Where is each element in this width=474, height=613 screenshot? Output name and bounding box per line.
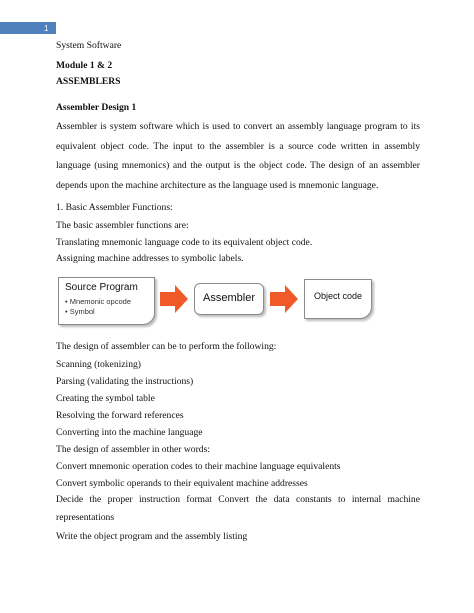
arrow-right-icon xyxy=(270,285,298,313)
object-code-box xyxy=(304,279,372,319)
other-words-heading: The design of assembler in other words: xyxy=(56,444,210,455)
function-item: Assigning machine addresses to symbolic labels. xyxy=(56,253,244,264)
object-code-label: Object code xyxy=(313,291,363,301)
source-item-mnemonic: • Mnemonic opcode xyxy=(65,297,131,306)
other-step: Write the object program and the assembly listing xyxy=(56,531,248,542)
course-title: System Software xyxy=(56,40,122,51)
source-program-box xyxy=(58,277,155,325)
topic-title: ASSEMBLERS xyxy=(56,76,121,87)
page-number: 1 xyxy=(44,24,49,33)
design-step: Resolving the forward references xyxy=(56,410,184,421)
section-heading-assembler-design: Assembler Design 1 xyxy=(56,102,137,113)
source-item-symbol: • Symbol xyxy=(65,307,95,316)
other-step: Convert symbolic operands to their equivalent machine addresses xyxy=(56,478,308,489)
section-heading-basic-functions: 1. Basic Assembler Functions: xyxy=(56,202,173,213)
arrow-right-icon xyxy=(160,285,188,313)
design-steps-intro: The design of assembler can be to perform the following: xyxy=(56,341,277,352)
source-program-title: Source Program xyxy=(65,282,138,293)
function-item: Translating mnemonic language code to its equivalent object code. xyxy=(56,237,313,248)
design-step: Creating the symbol table xyxy=(56,393,155,404)
assembler-paragraph: Assembler is system software which is used to convert an assembly language program to its equivalent object code. The input to the assembler is a source code written in assembly language (using mnemonics) and the output is the object code. The design of an assembler depends upon the machine architecture as the language used is mnemonic language. xyxy=(56,121,420,191)
assembler-label: Assembler xyxy=(203,292,255,304)
assembler-box xyxy=(194,283,264,315)
assembler-diagram xyxy=(56,273,426,327)
design-step: Scanning (tokenizing) xyxy=(56,359,141,370)
basic-functions-intro: The basic assembler functions are: xyxy=(56,220,189,231)
other-step: Decide the proper instruction format Convert the data constants to internal machine representations xyxy=(56,494,420,523)
design-step: Converting into the machine language xyxy=(56,427,203,438)
design-step: Parsing (validating the instructions) xyxy=(56,376,194,387)
module-title: Module 1 & 2 xyxy=(56,60,113,71)
other-step: Convert mnemonic operation codes to their machine language equivalents xyxy=(56,461,341,472)
